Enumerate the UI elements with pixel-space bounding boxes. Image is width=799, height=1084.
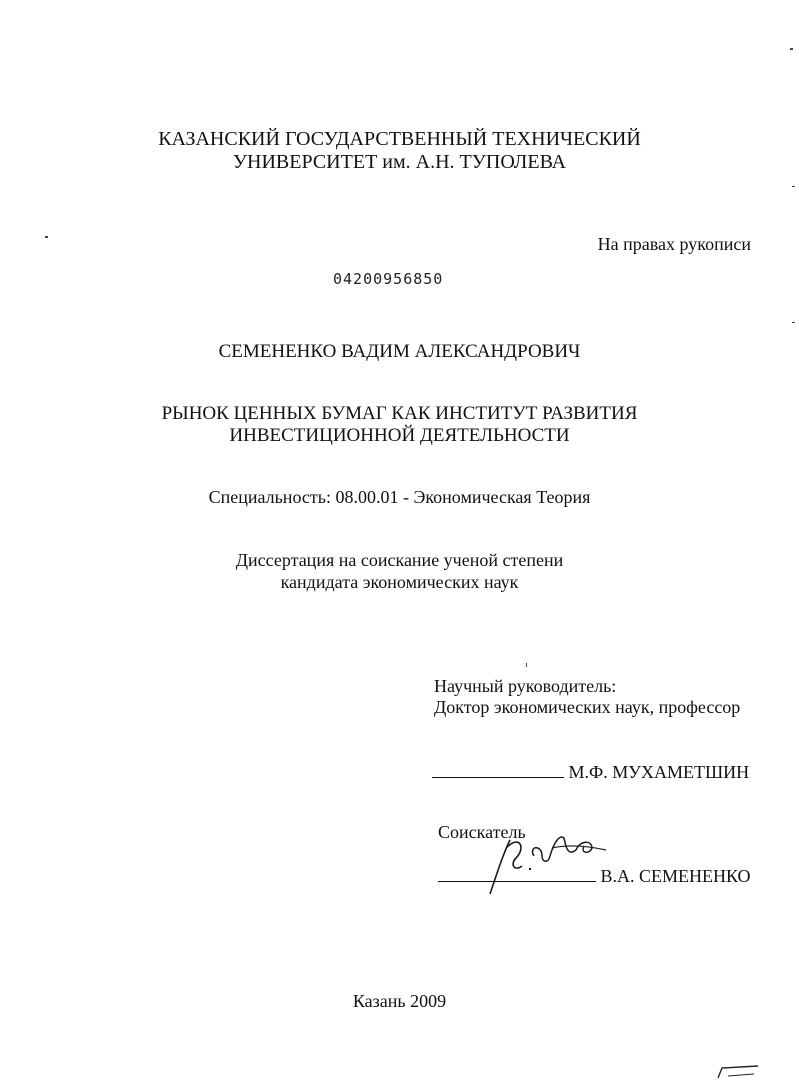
supervisor-name: М.Ф. МУХАМЕТШИН: [568, 762, 750, 782]
catalog-number: 04200956850: [333, 270, 444, 288]
scan-speck: [790, 48, 793, 50]
degree-line1: Диссертация на соискание ученой степени: [235, 550, 564, 570]
scan-speck: [526, 663, 527, 667]
applicant-label: Соискатель: [438, 822, 526, 842]
degree-line2: кандидата экономических наук: [280, 572, 519, 592]
university-name-line1: КАЗАНСКИЙ ГОСУДАРСТВЕННЫЙ ТЕХНИЧЕСКИЙ: [158, 128, 641, 150]
scan-speck: [792, 186, 795, 187]
supervisor-label: Научный руководитель:: [434, 676, 617, 696]
scan-speck: [45, 236, 48, 238]
city-year: Казань 2009: [352, 991, 447, 1011]
supervisor-signature-line: [432, 759, 564, 778]
rights-note: На правах рукописи: [597, 234, 751, 254]
applicant-name: В.А. СЕМЕНЕНКО: [600, 866, 751, 886]
scan-mark: [714, 1064, 764, 1080]
supervisor-title: Доктор экономических наук, профессор: [434, 697, 741, 717]
scan-speck: [792, 322, 795, 323]
specialty: Специальность: 08.00.01 - Экономическая Теория: [208, 487, 591, 507]
dissertation-title-line2: ИНВЕСТИЦИОННОЙ ДЕЯТЕЛЬНОСТИ: [229, 425, 570, 446]
supervisor-signature-block: [432, 759, 749, 783]
handwritten-signature: [480, 826, 610, 898]
dissertation-title-line1: РЫНОК ЦЕННЫХ БУМАГ КАК ИНСТИТУТ РАЗВИТИЯ: [161, 403, 638, 424]
university-name-line2: УНИВЕРСИТЕТ им. А.Н. ТУПОЛЕВА: [232, 151, 567, 173]
author-full-name: СЕМЕНЕНКО ВАДИМ АЛЕКСАНДРОВИЧ: [218, 341, 581, 362]
